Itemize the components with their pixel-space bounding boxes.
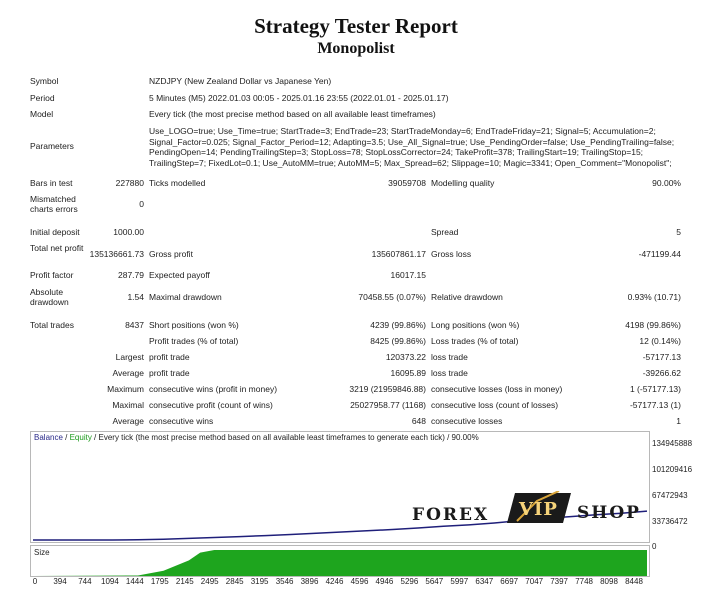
legend-balance: Balance bbox=[34, 433, 63, 442]
deposit-label: Initial deposit bbox=[30, 227, 80, 237]
maximal-label: Maximal bbox=[112, 400, 144, 410]
ticks-value: 39059708 bbox=[388, 178, 426, 188]
total-trades-label: Total trades bbox=[30, 320, 74, 330]
forex-vip-shop-watermark bbox=[412, 487, 642, 541]
deposit-value: 1000.00 bbox=[113, 227, 144, 237]
average-profit-value: 16095.89 bbox=[390, 368, 426, 378]
quality-value: 90.00% bbox=[652, 178, 681, 188]
period-value: 5 Minutes (M5) 2022.01.03 00:05 - 2025.01.16 23:55 (2022.01.01 - 2025.01.17) bbox=[149, 93, 449, 103]
largest-loss-label: loss trade bbox=[431, 352, 468, 362]
y-tick-label: 67472943 bbox=[652, 491, 688, 500]
max-consecutive-wins-value: 3219 (21959846.88) bbox=[349, 384, 426, 394]
spread-label: Spread bbox=[431, 227, 459, 237]
total-trades-value: 8437 bbox=[125, 320, 144, 330]
loss-trades-label: Loss trades (% of total) bbox=[431, 336, 519, 346]
avg-consecutive-losses-value: 1 bbox=[676, 416, 681, 426]
maximal-consecutive-loss-value: -57177.13 (1) bbox=[629, 400, 681, 410]
x-tick-label: 5647 bbox=[425, 577, 444, 586]
size-area bbox=[33, 550, 647, 576]
largest-label: Largest bbox=[115, 352, 144, 362]
model-value: Every tick (the most precise method based on all available least timeframes) bbox=[149, 109, 436, 119]
size-chart-svg bbox=[31, 546, 649, 576]
x-tick-label: 0 bbox=[32, 577, 38, 586]
x-tick-label: 1444 bbox=[125, 577, 144, 586]
bars-value: 227880 bbox=[115, 178, 144, 188]
parameters-label: Parameters bbox=[30, 141, 74, 151]
y-tick-label: 134945888 bbox=[652, 439, 693, 448]
mismatch-value: 0 bbox=[139, 199, 144, 209]
y-tick-label: 101209416 bbox=[652, 465, 693, 474]
period-label: Period bbox=[30, 93, 55, 103]
x-tick-label: 4946 bbox=[375, 577, 394, 586]
parameters-value: Use_LOGO=true; Use_Time=true; StartTrade=3; EndTrade=23; StartTradeMonday=6; EndTradeFriday=21; Signal=5; Accumulation=2; Signal_Factor=0.025; Signal_Factor_Period=12; Adapting=3.5; Use_All_Signal=true; Use_PendingOrder=false; Use_PendingTrailing=false; PendingOpen=14; PendingTrailingStep=3; StopLoss=78; StopLossCorrector=24; TakeProfit=378; TrailingStart=19; TrailingStop=15; TrailingStep=7; FixedLot=0.1; Use_AutoMM=true; AutoMM=5; Max_Spread=62; Slippage=10; Magic=3341; Open_Comment="Monopolist"; bbox=[149, 126, 675, 168]
x-tick-label: 2145 bbox=[175, 577, 194, 586]
x-tick-label: 8448 bbox=[625, 577, 643, 586]
x-tick-label: 4246 bbox=[325, 577, 344, 586]
x-tick-label: 744 bbox=[78, 577, 92, 586]
x-tick-label: 1094 bbox=[100, 577, 119, 586]
profit-trades-value: 8425 (99.86%) bbox=[370, 336, 426, 346]
watermark-left: FOREX bbox=[412, 505, 490, 525]
long-positions-value: 4198 (99.86%) bbox=[625, 320, 681, 330]
watermark-center: VIP bbox=[519, 499, 558, 520]
gross-loss-label: Gross loss bbox=[431, 249, 472, 259]
maximal-consecutive-profit-value: 25027958.77 (1168) bbox=[350, 400, 426, 410]
model-label: Model bbox=[30, 109, 54, 119]
y-tick-label: 33736472 bbox=[652, 517, 688, 526]
legend-equity: Equity bbox=[69, 433, 92, 442]
loss-trades-value: 12 (0.14%) bbox=[639, 336, 681, 346]
profit-factor-label: Profit factor bbox=[30, 270, 74, 280]
x-tick-label: 8098 bbox=[600, 577, 618, 586]
avg-consecutive-losses-label: consecutive losses bbox=[431, 416, 503, 426]
profit-trades-label: Profit trades (% of total) bbox=[149, 336, 239, 346]
largest-profit-label: profit trade bbox=[149, 352, 190, 362]
size-chart bbox=[30, 545, 650, 577]
maximal-consecutive-profit-label: consecutive profit (count of wins) bbox=[149, 400, 273, 410]
short-positions-label: Short positions (won %) bbox=[149, 320, 239, 330]
largest-loss-value: -57177.13 bbox=[642, 352, 681, 362]
gross-loss-value: -471199.44 bbox=[638, 249, 681, 259]
average-consecutive-label: Average bbox=[112, 416, 144, 426]
average-label: Average bbox=[112, 368, 144, 378]
absolute-drawdown-label: Absolute drawdown bbox=[30, 287, 69, 307]
x-tick-label: 7748 bbox=[575, 577, 593, 586]
average-loss-value: -39266.62 bbox=[642, 368, 681, 378]
maximal-drawdown-value: 70458.55 (0.07%) bbox=[358, 292, 426, 302]
maximal-consecutive-loss-label: consecutive loss (count of losses) bbox=[431, 400, 559, 410]
relative-drawdown-label: Relative drawdown bbox=[431, 292, 503, 302]
x-tick-label: 3546 bbox=[275, 577, 294, 586]
long-positions-label: Long positions (won %) bbox=[431, 320, 520, 330]
report-title: Strategy Tester Report bbox=[254, 14, 458, 38]
x-tick-label: 5997 bbox=[450, 577, 469, 586]
symbol-label: Symbol bbox=[30, 76, 59, 86]
relative-drawdown-value: 0.93% (10.71) bbox=[627, 292, 681, 302]
avg-consecutive-wins-value: 648 bbox=[411, 416, 426, 426]
x-tick-label: 4596 bbox=[350, 577, 369, 586]
profit-factor-value: 287.79 bbox=[118, 270, 144, 280]
report-subtitle: Monopolist bbox=[317, 40, 395, 57]
net-profit-label: Total net profit bbox=[30, 243, 84, 253]
ticks-label: Ticks modelled bbox=[149, 178, 206, 188]
max-consecutive-losses-label: consecutive losses (loss in money) bbox=[431, 384, 563, 394]
max-consecutive-wins-label: consecutive wins (profit in money) bbox=[149, 384, 278, 394]
largest-profit-value: 120373.22 bbox=[385, 352, 426, 362]
quality-label: Modelling quality bbox=[431, 178, 495, 188]
chart-legend bbox=[34, 433, 479, 442]
bars-label: Bars in test bbox=[30, 178, 73, 188]
legend-separator: / bbox=[62, 433, 70, 442]
size-label: Size bbox=[34, 548, 50, 557]
gross-profit-value: 135607861.17 bbox=[371, 249, 426, 259]
max-consecutive-losses-value: 1 (-57177.13) bbox=[629, 384, 681, 394]
x-tick-label: 2845 bbox=[225, 577, 244, 586]
x-tick-label: 3195 bbox=[250, 577, 269, 586]
maximum-label: Maximum bbox=[107, 384, 144, 394]
avg-consecutive-wins-label: consecutive wins bbox=[149, 416, 214, 426]
x-tick-label: 1795 bbox=[150, 577, 169, 586]
symbol-value: NZDJPY (New Zealand Dollar vs Japanese Yen) bbox=[149, 76, 332, 86]
x-tick-label: 5296 bbox=[400, 577, 419, 586]
gross-profit-label: Gross profit bbox=[149, 249, 193, 259]
x-tick-label: 394 bbox=[53, 577, 67, 586]
x-tick-label: 7397 bbox=[550, 577, 568, 586]
absolute-drawdown-value: 1.54 bbox=[127, 292, 144, 302]
maximal-drawdown-label: Maximal drawdown bbox=[149, 292, 222, 302]
expected-payoff-value: 16017.15 bbox=[390, 270, 426, 280]
short-positions-value: 4239 (99.86%) bbox=[370, 320, 426, 330]
x-tick-label: 3896 bbox=[300, 577, 319, 586]
y-tick-label: 0 bbox=[652, 542, 657, 551]
expected-payoff-label: Expected payoff bbox=[149, 270, 210, 280]
average-loss-label: loss trade bbox=[431, 368, 468, 378]
x-tick-label: 6347 bbox=[475, 577, 494, 586]
legend-description: / Every tick (the most precise method based on all available least timeframes to generate each tick) / 90.00% bbox=[91, 433, 479, 442]
spread-value: 5 bbox=[676, 227, 681, 237]
x-tick-label: 7047 bbox=[525, 577, 544, 586]
average-profit-label: profit trade bbox=[149, 368, 190, 378]
net-profit-value: 135136661.73 bbox=[89, 249, 144, 259]
watermark-right: SHOP bbox=[577, 503, 641, 523]
x-tick-label: 6697 bbox=[500, 577, 519, 586]
mismatch-label: Mismatched charts errors bbox=[30, 194, 78, 214]
x-tick-label: 2495 bbox=[200, 577, 219, 586]
